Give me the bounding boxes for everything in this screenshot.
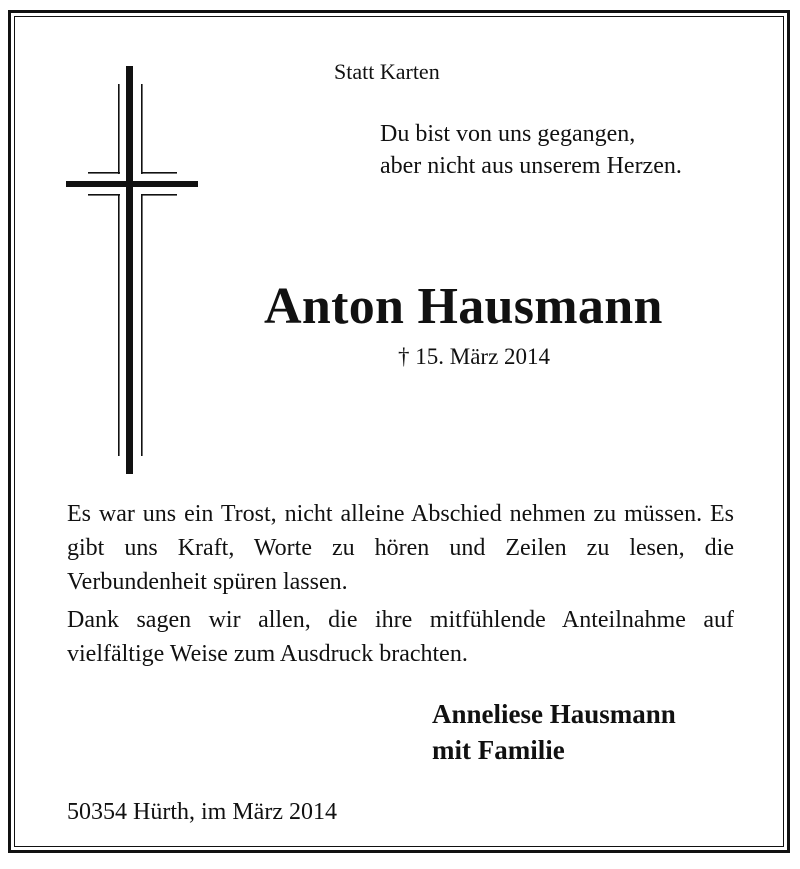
- signature: [432, 696, 676, 768]
- place-date: 50354 Hürth, im März 2014: [67, 799, 337, 825]
- verse-line: Du bist von uns gegangen,: [380, 121, 636, 147]
- verse-line: aber nicht aus unserem Herzen.: [380, 153, 682, 179]
- death-date: † 15. März 2014: [398, 344, 551, 369]
- statt-karten-label: Statt Karten: [334, 59, 440, 84]
- cross-icon: [64, 64, 200, 476]
- deceased-name: Anton Hausmann: [264, 278, 663, 335]
- thanks-paragraph: Es war uns ein Trost, nicht alleine Abschied nehmen zu müssen. Es gibt uns Kraft, Worte zu hören und Zeilen zu lesen, die Verbundenheit spüren lassen.: [67, 501, 734, 595]
- signature-line: mit Familie: [432, 735, 565, 765]
- signature-line: Anneliese Hausmann: [432, 699, 676, 729]
- verse: [380, 118, 682, 182]
- thanks-paragraph: Dank sagen wir allen, die ihre mitfühlende Anteilnahme auf vielfältige Weise zum Ausdruck brachten.: [67, 607, 734, 667]
